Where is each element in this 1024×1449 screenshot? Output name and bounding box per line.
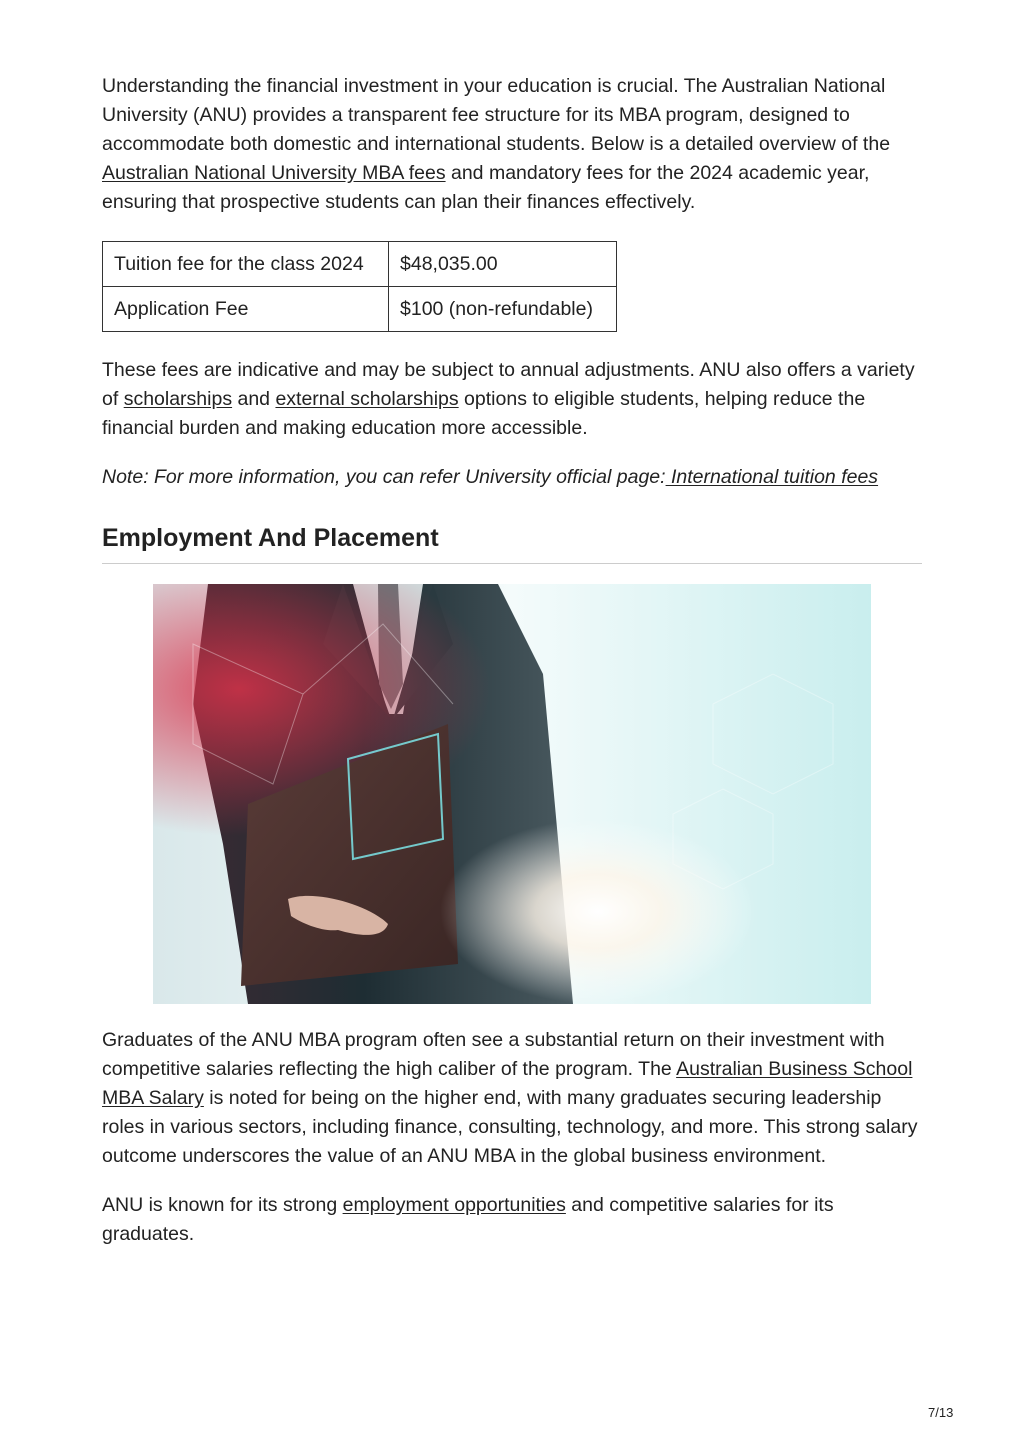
fees-note-paragraph: These fees are indicative and may be subject to annual adjustments. ANU also offers a variety of scholarships and external scholarships options to eligible students, helping reduce the financial burden and making education more accessible.: [102, 359, 915, 439]
page-number: 7/13: [928, 1405, 954, 1420]
international-tuition-fees-link[interactable]: International tuition fees: [665, 466, 879, 488]
article-content: [102, 72, 922, 1249]
fees-table: [102, 241, 617, 332]
fee-label-cell: Application Fee: [103, 287, 389, 332]
section-heading: Employment And Placement: [102, 520, 922, 564]
intro-paragraph: Understanding the financial investment in your education is crucial. The Australian National University (ANU) provides a transparent fee structure for its MBA program, designed to accommodate both domestic and international students. Below is a detailed overview of the Australian National University MBA fees and mandatory fees for the 2024 academic year, ensuring that prospective students can plan their finances effectively.: [102, 75, 891, 213]
table-row: [103, 287, 617, 332]
fee-value-cell: $48,035.00: [389, 242, 617, 287]
employment-paragraph: ANU is known for its strong employment opportunities and competitive salaries for its graduates.: [102, 1194, 834, 1245]
business-school-salary-link[interactable]: Australian Business School MBA Salary: [102, 1058, 913, 1109]
external-scholarships-link[interactable]: external scholarships: [275, 388, 459, 410]
graduates-paragraph: Graduates of the ANU MBA program often see a substantial return on their investment with competitive salaries reflecting the high caliber of the program. The Australian Business School MBA Salary is noted for being on the higher end, with many graduates securing leadership roles in various sectors, including finance, consulting, technology, and more. This strong salary outcome underscores the value of an ANU MBA in the global business environment.: [102, 1029, 918, 1167]
anu-mba-fees-link[interactable]: Australian National University MBA fees: [102, 162, 446, 184]
table-row: [103, 242, 617, 287]
fee-label-cell: Tuition fee for the class 2024: [103, 242, 389, 287]
employment-opportunities-link[interactable]: employment opportunities: [342, 1194, 566, 1216]
official-page-note: Note: For more information, you can refer University official page: International tuition fees: [102, 466, 879, 488]
scholarships-link[interactable]: scholarships: [123, 388, 233, 410]
businessman-with-folder-image: [153, 584, 871, 1004]
fee-value-cell: $100 (non-refundable): [389, 287, 617, 332]
